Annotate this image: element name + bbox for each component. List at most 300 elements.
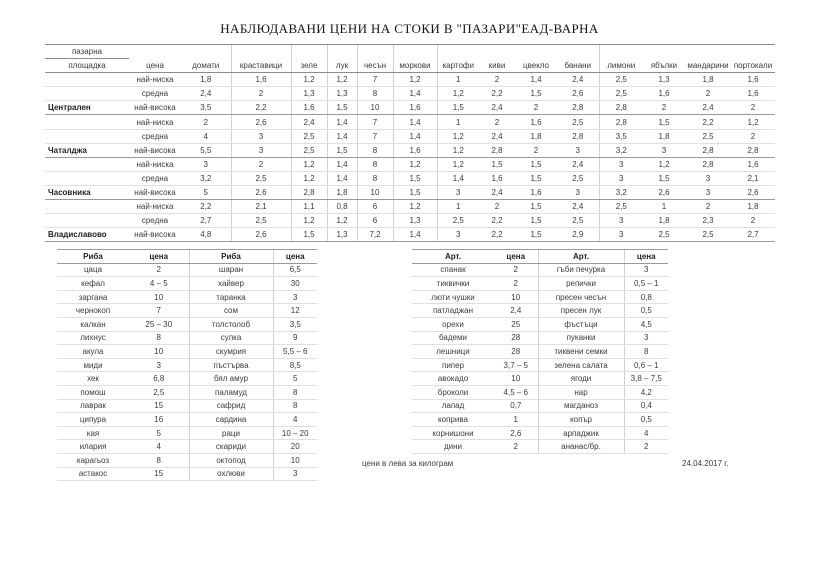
- item-name: хайвер: [189, 277, 273, 291]
- price-value: 2,8: [599, 115, 643, 129]
- item-name: толстолоб: [189, 317, 273, 331]
- price-value: 1,5: [515, 87, 557, 101]
- item-name: ципура: [57, 413, 129, 427]
- item-price: 4 – 5: [129, 277, 189, 291]
- price-level: най-ниска: [129, 115, 181, 129]
- price-value: 2: [181, 115, 231, 129]
- page-title: НАБЛЮДАВАНИ ЦЕНИ НА СТОКИ В "ПАЗАРИ"ЕАД-ВАРНА: [220, 21, 599, 36]
- price-value: 1,1: [291, 200, 327, 214]
- item-price: 0,5: [624, 413, 668, 427]
- item-row: [412, 399, 668, 413]
- price-value: 2: [643, 101, 685, 115]
- price-value: 1: [437, 115, 479, 129]
- price-value: 1,4: [327, 129, 357, 143]
- price-value: 1,5: [515, 200, 557, 214]
- price-value: 1,4: [393, 87, 437, 101]
- column-header: краставици: [231, 59, 291, 73]
- price-value: 4: [181, 129, 231, 143]
- price-value: 6: [357, 214, 393, 228]
- price-value: 1,2: [393, 73, 437, 87]
- price-value: 1,5: [643, 115, 685, 129]
- item-price: 8: [129, 453, 189, 467]
- item-row: [57, 453, 317, 467]
- price-level: средна: [129, 214, 181, 228]
- price-value: 2,5: [231, 171, 291, 185]
- price-value: 1,4: [437, 171, 479, 185]
- price-value: 2: [685, 87, 731, 101]
- column-header: портокали: [731, 59, 775, 73]
- item-name: скумрия: [189, 345, 273, 359]
- column-header: зеле: [291, 59, 327, 73]
- price-row: [45, 228, 775, 242]
- price-value: 3,2: [599, 185, 643, 199]
- item-price: 0,8: [624, 290, 668, 304]
- price-value: 1,6: [479, 171, 515, 185]
- column-header: домати: [181, 59, 231, 73]
- item-name: гъби печурка: [538, 263, 624, 277]
- units-note: цени в лева за килограм: [362, 459, 454, 468]
- price-value: 1,5: [437, 101, 479, 115]
- column-header: Арт.: [538, 250, 624, 264]
- item-row: [57, 277, 317, 291]
- price-level: най-висока: [129, 185, 181, 199]
- price-value: 1,5: [393, 171, 437, 185]
- header-spacer-cell: [291, 45, 327, 59]
- item-price: 0,5 – 1: [624, 277, 668, 291]
- price-row: [45, 143, 775, 157]
- item-row: [57, 440, 317, 454]
- market-name: [45, 115, 129, 129]
- price-value: 10: [357, 185, 393, 199]
- price-value: 1,5: [327, 101, 357, 115]
- item-price: 3: [624, 263, 668, 277]
- item-row: [412, 263, 668, 277]
- price-value: 2,5: [599, 73, 643, 87]
- price-value: 3,2: [181, 171, 231, 185]
- price-value: 1,8: [685, 73, 731, 87]
- item-price: 2: [129, 263, 189, 277]
- item-price: 28: [494, 331, 538, 345]
- market-name: Чаталджа: [45, 143, 129, 157]
- price-value: 7: [357, 73, 393, 87]
- price-value: 2,2: [479, 87, 515, 101]
- item-name: шаран: [189, 263, 273, 277]
- column-header: цена: [624, 250, 668, 264]
- item-name: коприва: [412, 413, 494, 427]
- item-price: 12: [273, 304, 317, 318]
- item-name: фъстъци: [538, 317, 624, 331]
- price-value: 2,5: [643, 228, 685, 242]
- price-level: средна: [129, 171, 181, 185]
- item-row: [57, 385, 317, 399]
- column-header: Риба: [189, 250, 273, 264]
- price-value: 2,4: [479, 129, 515, 143]
- item-price: 0,5: [624, 304, 668, 318]
- price-value: 1,4: [393, 115, 437, 129]
- price-value: 1,4: [393, 228, 437, 242]
- market-name: Централен: [45, 101, 129, 115]
- price-row: [45, 129, 775, 143]
- item-name: патладжан: [412, 304, 494, 318]
- price-value: 1,6: [731, 87, 775, 101]
- item-name: астакос: [57, 467, 129, 481]
- column-header: Арт.: [412, 250, 494, 264]
- item-row: [57, 358, 317, 372]
- price-value: 1,5: [327, 143, 357, 157]
- item-row: [412, 304, 668, 318]
- item-name: октопод: [189, 453, 273, 467]
- item-name: зелена салата: [538, 358, 624, 372]
- price-value: 2,4: [291, 115, 327, 129]
- price-value: 1: [643, 200, 685, 214]
- column-header: мандарини: [685, 59, 731, 73]
- header-spacer-cell: [181, 45, 231, 59]
- price-row: [45, 87, 775, 101]
- price-value: 2,8: [685, 143, 731, 157]
- item-name: дини: [412, 440, 494, 454]
- item-row: [412, 385, 668, 399]
- column-header: цена: [494, 250, 538, 264]
- price-value: 2,8: [557, 101, 599, 115]
- price-value: 5: [181, 185, 231, 199]
- item-price: 8: [273, 385, 317, 399]
- price-value: 1,6: [291, 101, 327, 115]
- item-price: 3: [273, 467, 317, 481]
- column-header: лимони: [599, 59, 643, 73]
- item-name: авокадо: [412, 372, 494, 386]
- market-name: [45, 157, 129, 171]
- main-price-table: [45, 44, 775, 242]
- articles-price-table: [412, 249, 668, 454]
- price-value: 2: [515, 101, 557, 115]
- price-value: 1,4: [327, 171, 357, 185]
- item-price: 2,5: [129, 385, 189, 399]
- item-price: 3: [273, 290, 317, 304]
- item-row: [412, 372, 668, 386]
- item-name: хек: [57, 372, 129, 386]
- header-spacer-cell: [557, 45, 599, 59]
- item-row: [57, 426, 317, 440]
- item-name: охлюви: [189, 467, 273, 481]
- item-price: 3,5: [273, 317, 317, 331]
- price-value: 2: [479, 115, 515, 129]
- item-row: [412, 345, 668, 359]
- header-spacer-cell: [479, 45, 515, 59]
- item-price: 10: [273, 453, 317, 467]
- item-row: [412, 440, 668, 454]
- item-row: [57, 263, 317, 277]
- item-row: [412, 413, 668, 427]
- price-value: 1,8: [731, 200, 775, 214]
- price-level: средна: [129, 87, 181, 101]
- price-value: 2,5: [599, 200, 643, 214]
- column-header: лук: [327, 59, 357, 73]
- price-value: 1: [437, 73, 479, 87]
- price-value: 2,9: [557, 228, 599, 242]
- price-value: 2,5: [437, 214, 479, 228]
- item-name: лихнус: [57, 331, 129, 345]
- item-row: [57, 345, 317, 359]
- item-name: сом: [189, 304, 273, 318]
- item-row: [412, 277, 668, 291]
- item-price: 28: [494, 345, 538, 359]
- item-name: ананас/бр.: [538, 440, 624, 454]
- item-name: сулка: [189, 331, 273, 345]
- item-name: нар: [538, 385, 624, 399]
- price-value: 8: [357, 143, 393, 157]
- price-value: 1,2: [731, 115, 775, 129]
- price-value: 2,8: [599, 101, 643, 115]
- item-row: [412, 426, 668, 440]
- item-row: [57, 467, 317, 481]
- price-value: 1,3: [643, 73, 685, 87]
- item-price: 25 – 30: [129, 317, 189, 331]
- item-name: пресен лук: [538, 304, 624, 318]
- item-name: скариди: [189, 440, 273, 454]
- item-name: лапад: [412, 399, 494, 413]
- price-value: 1,2: [291, 157, 327, 171]
- item-price: 4,5: [624, 317, 668, 331]
- item-price: 10: [129, 290, 189, 304]
- item-price: 9: [273, 331, 317, 345]
- price-value: 1,3: [327, 228, 357, 242]
- item-price: 4: [624, 426, 668, 440]
- price-value: 1,2: [437, 129, 479, 143]
- item-price: 10: [129, 345, 189, 359]
- item-name: корнишони: [412, 426, 494, 440]
- header-ploshtadka: площадка: [45, 59, 129, 73]
- price-value: 2: [731, 214, 775, 228]
- item-price: 5,5 – 6: [273, 345, 317, 359]
- price-value: 3: [685, 185, 731, 199]
- price-value: 2,2: [685, 115, 731, 129]
- item-price: 4: [273, 413, 317, 427]
- price-level: най-ниска: [129, 157, 181, 171]
- price-value: 2,5: [557, 115, 599, 129]
- header-spacer-cell: [231, 45, 291, 59]
- item-name: таранка: [189, 290, 273, 304]
- price-value: 2,2: [181, 200, 231, 214]
- fish-price-table: [57, 249, 317, 481]
- header-spacer-cell: [393, 45, 437, 59]
- price-level: най-висока: [129, 228, 181, 242]
- price-value: 3: [599, 228, 643, 242]
- item-name: люти чушки: [412, 290, 494, 304]
- price-level: най-висока: [129, 101, 181, 115]
- item-price: 7: [129, 304, 189, 318]
- price-value: 2,5: [291, 129, 327, 143]
- item-price: 0,4: [624, 399, 668, 413]
- price-value: 2,8: [291, 185, 327, 199]
- price-row: [45, 185, 775, 199]
- price-value: 3: [231, 143, 291, 157]
- item-name: акула: [57, 345, 129, 359]
- item-price: 0,6 – 1: [624, 358, 668, 372]
- header-spacer-cell: [327, 45, 357, 59]
- price-value: 3: [437, 185, 479, 199]
- item-price: 6,8: [129, 372, 189, 386]
- price-value: 2,4: [557, 73, 599, 87]
- price-value: 2: [515, 143, 557, 157]
- price-value: 1,5: [291, 228, 327, 242]
- price-value: 2,7: [731, 228, 775, 242]
- price-value: 1,2: [437, 143, 479, 157]
- market-name: Владиславово: [45, 228, 129, 242]
- price-value: 10: [357, 101, 393, 115]
- price-value: 8: [357, 87, 393, 101]
- item-price: 15: [129, 467, 189, 481]
- price-value: 1,2: [327, 73, 357, 87]
- item-row: [412, 331, 668, 345]
- price-row: [45, 171, 775, 185]
- item-name: арпаджик: [538, 426, 624, 440]
- price-value: 1,2: [291, 73, 327, 87]
- price-value: 3: [599, 214, 643, 228]
- price-value: 2,6: [231, 185, 291, 199]
- price-row: [45, 200, 775, 214]
- item-name: чернокоп: [57, 304, 129, 318]
- price-value: 2,4: [181, 87, 231, 101]
- price-row: [45, 157, 775, 171]
- price-value: 8: [357, 171, 393, 185]
- price-value: 1,4: [327, 115, 357, 129]
- price-value: 2,2: [479, 228, 515, 242]
- column-header: цена: [273, 250, 317, 264]
- price-value: 1,2: [291, 171, 327, 185]
- price-value: 2,6: [643, 185, 685, 199]
- price-value: 2,6: [731, 185, 775, 199]
- item-price: 2: [494, 263, 538, 277]
- price-value: 1,8: [327, 185, 357, 199]
- main-header-row-2: [45, 59, 775, 73]
- price-value: 2,4: [557, 200, 599, 214]
- item-name: тиквени семки: [538, 345, 624, 359]
- market-name: [45, 87, 129, 101]
- price-row: [45, 214, 775, 228]
- market-name: [45, 171, 129, 185]
- item-name: цаца: [57, 263, 129, 277]
- item-name: миди: [57, 358, 129, 372]
- item-price: 10: [494, 290, 538, 304]
- price-value: 2,4: [557, 157, 599, 171]
- item-price: 2,6: [494, 426, 538, 440]
- price-value: 1,6: [393, 101, 437, 115]
- item-name: копър: [538, 413, 624, 427]
- price-value: 7,2: [357, 228, 393, 242]
- price-value: 2: [731, 129, 775, 143]
- market-name: [45, 73, 129, 87]
- price-value: 2,1: [231, 200, 291, 214]
- price-value: 1,8: [643, 214, 685, 228]
- price-value: 1,6: [731, 73, 775, 87]
- price-value: 2: [479, 73, 515, 87]
- item-price: 16: [129, 413, 189, 427]
- item-price: 25: [494, 317, 538, 331]
- price-value: 3: [599, 171, 643, 185]
- market-name: [45, 214, 129, 228]
- price-value: 2: [731, 101, 775, 115]
- price-value: 2,6: [231, 228, 291, 242]
- price-value: 2,2: [479, 214, 515, 228]
- header-spacer-cell: [129, 45, 181, 59]
- item-price: 15: [129, 399, 189, 413]
- item-row: [412, 317, 668, 331]
- price-value: 1,6: [231, 73, 291, 87]
- header-spacer-cell: [599, 45, 643, 59]
- price-value: 7: [357, 129, 393, 143]
- price-value: 2,5: [557, 214, 599, 228]
- price-value: 2,3: [685, 214, 731, 228]
- price-row: [45, 73, 775, 87]
- column-header: картофи: [437, 59, 479, 73]
- item-name: магданоз: [538, 399, 624, 413]
- item-name: бадеми: [412, 331, 494, 345]
- price-value: 1,2: [291, 214, 327, 228]
- item-row: [57, 413, 317, 427]
- price-value: 1,5: [515, 228, 557, 242]
- column-header: киви: [479, 59, 515, 73]
- report-date: 24.04.2017 г.: [682, 459, 729, 468]
- column-header: цена: [129, 250, 189, 264]
- price-value: 3: [437, 228, 479, 242]
- price-value: 2,6: [557, 87, 599, 101]
- item-name: помош: [57, 385, 129, 399]
- price-value: 3: [643, 143, 685, 157]
- column-header: ябълки: [643, 59, 685, 73]
- price-value: 2,8: [685, 157, 731, 171]
- item-name: тиквички: [412, 277, 494, 291]
- price-value: 3: [557, 143, 599, 157]
- column-header: банани: [557, 59, 599, 73]
- price-value: 3: [231, 129, 291, 143]
- price-value: 1: [437, 200, 479, 214]
- item-name: паламуд: [189, 385, 273, 399]
- item-row: [57, 372, 317, 386]
- price-level: най-ниска: [129, 73, 181, 87]
- item-price: 3,7 – 5: [494, 358, 538, 372]
- price-value: 1,2: [393, 200, 437, 214]
- price-value: 1,8: [515, 129, 557, 143]
- price-value: 1,3: [393, 214, 437, 228]
- item-price: 2: [494, 277, 538, 291]
- item-row: [412, 290, 668, 304]
- price-value: 1,5: [643, 171, 685, 185]
- price-value: 7: [357, 115, 393, 129]
- item-name: пуканки: [538, 331, 624, 345]
- price-value: 0,8: [327, 200, 357, 214]
- price-value: 1,6: [731, 157, 775, 171]
- column-header: чесън: [357, 59, 393, 73]
- header-spacer-cell: [731, 45, 775, 59]
- price-value: 1,5: [479, 157, 515, 171]
- price-value: 8: [357, 157, 393, 171]
- price-value: 2,4: [685, 101, 731, 115]
- header-price: цена: [129, 59, 181, 73]
- column-header: цвекло: [515, 59, 557, 73]
- item-price: 30: [273, 277, 317, 291]
- column-header: моркови: [393, 59, 437, 73]
- price-level: най-ниска: [129, 200, 181, 214]
- price-value: 3,5: [181, 101, 231, 115]
- header-spacer-cell: [357, 45, 393, 59]
- main-header-row-1: [45, 45, 775, 59]
- item-row: [57, 331, 317, 345]
- price-value: 1,5: [393, 185, 437, 199]
- item-name: раци: [189, 426, 273, 440]
- item-row: [57, 399, 317, 413]
- price-value: 1,5: [515, 171, 557, 185]
- item-name: орехи: [412, 317, 494, 331]
